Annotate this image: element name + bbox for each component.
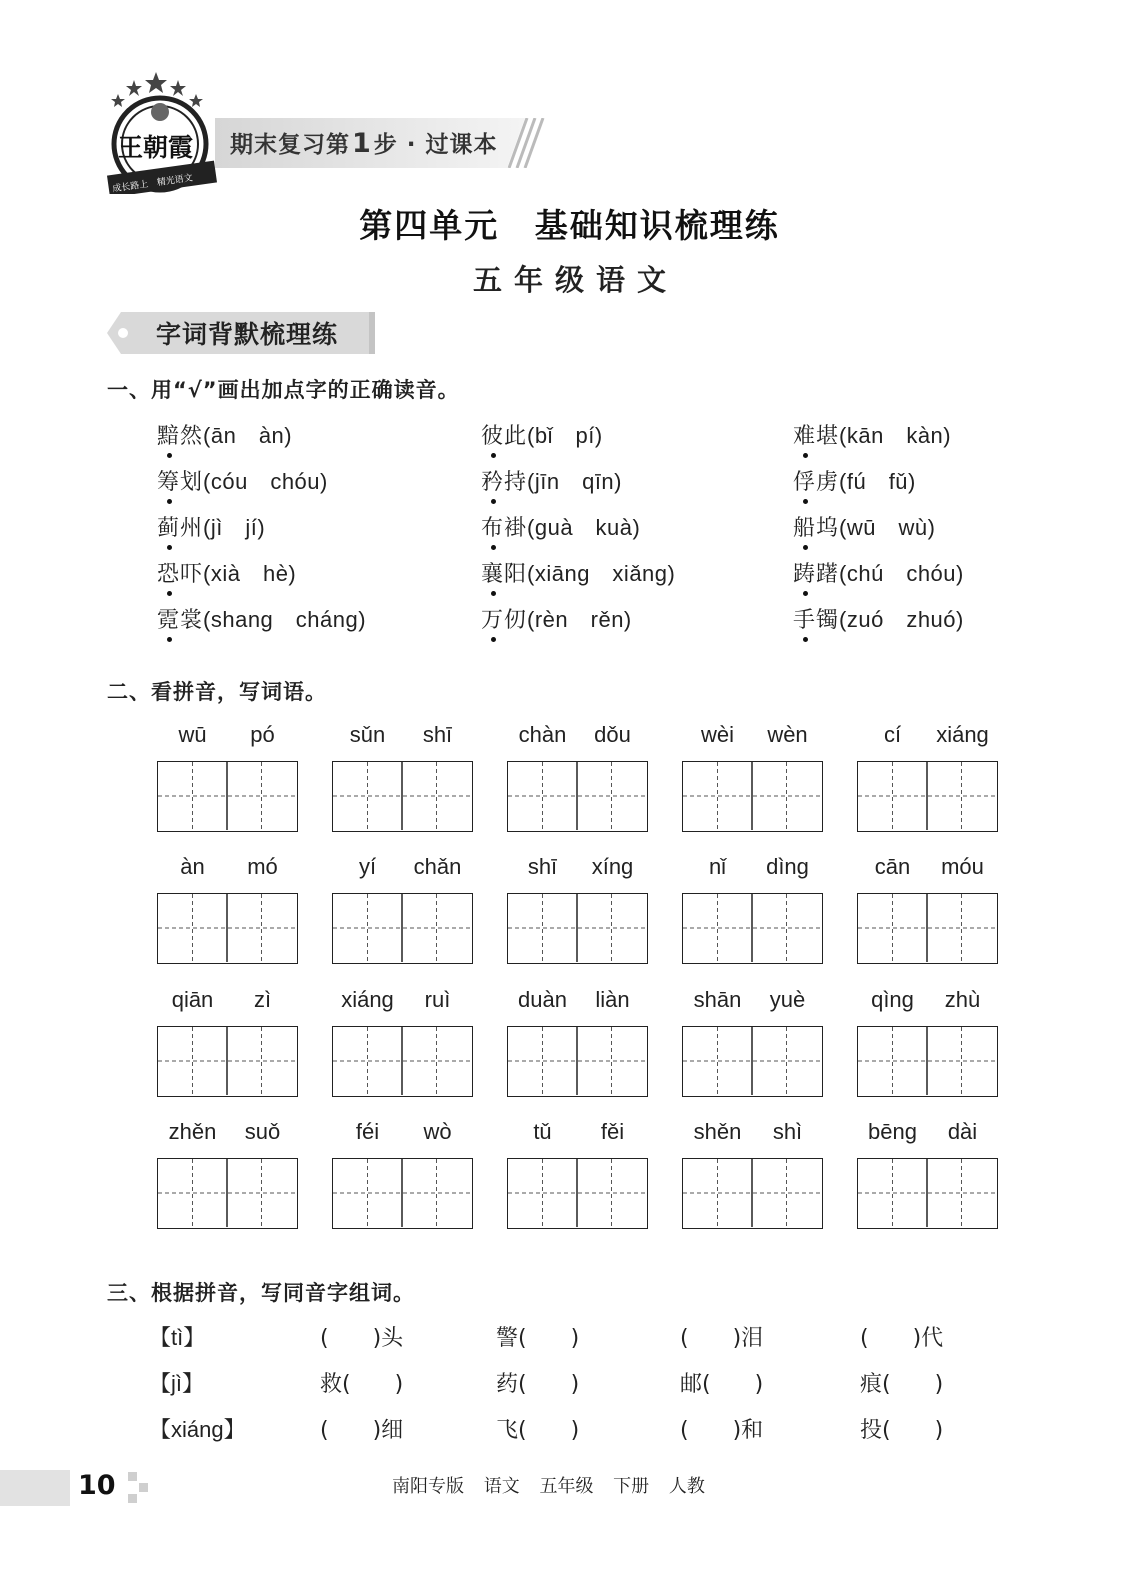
reading-options[interactable]: (bǐ pí) (527, 423, 603, 448)
question-1-title: 一、用“√”画出加点字的正确读音。 (107, 378, 460, 402)
page-title: 第四单元 基础知识梳理练 (359, 206, 780, 245)
reading-options[interactable]: (jīn qīn) (527, 469, 622, 494)
homophone-row-label (149, 1413, 246, 1444)
pinyin-syllable: dìng (766, 854, 809, 879)
homophone-pinyin: 【jì】 (149, 1371, 205, 1396)
pinyin-syllable: qiān (171, 987, 214, 1012)
reading-options[interactable]: (xià hè) (203, 561, 297, 586)
emphasis-dot (157, 542, 183, 554)
homophone-blank[interactable]: 痕( ) (860, 1372, 944, 1397)
homophone-blank[interactable]: 邮( ) (680, 1372, 764, 1397)
pinyin-syllable: liàn (595, 987, 630, 1012)
writing-grid[interactable] (682, 1158, 823, 1229)
reading-options[interactable]: (cóu chóu) (203, 469, 328, 494)
pinyin-syllable: nǐ (708, 854, 727, 879)
homophone-blank[interactable]: ( )代 (860, 1326, 944, 1351)
logo-name: 王朝霞 (118, 133, 194, 162)
grid-lines (333, 1027, 471, 1095)
pinyin-syllable: cí (883, 722, 902, 747)
grid-lines (858, 1159, 996, 1227)
pinyin-syllable: qìng (871, 987, 914, 1012)
step-number: 1 (352, 128, 372, 159)
reading-item (481, 465, 622, 496)
reading-item (481, 603, 632, 634)
writing-grid[interactable] (157, 893, 298, 964)
homophone-pinyin: 【tì】 (149, 1325, 206, 1350)
pinyin-syllable: zhù (944, 987, 981, 1012)
pinyin-syllable: zhěn (168, 1119, 217, 1144)
section-tag: 字词背默梳理练 (156, 320, 339, 349)
homophone-blank[interactable]: 投( ) (860, 1418, 944, 1443)
homophone-blank[interactable]: ( )细 (320, 1418, 404, 1443)
step-prefix: 期末复习第 (230, 132, 350, 158)
pinyin-syllable: pó (250, 722, 275, 747)
reading-item (793, 465, 916, 496)
homophone-blank[interactable]: 救( ) (320, 1372, 404, 1397)
pinyin-syllable: duàn (518, 987, 567, 1012)
homophone-row-label (149, 1367, 204, 1398)
emphasis-dot (481, 588, 507, 600)
pinyin-syllable: dǒu (594, 722, 631, 747)
pinyin-syllable: zì (253, 987, 272, 1012)
grid-lines (508, 762, 646, 830)
reading-word: 彼此 (481, 419, 527, 450)
grid-lines (858, 1027, 996, 1095)
writing-grid[interactable] (157, 1158, 298, 1229)
reading-options[interactable]: (fú fǔ) (839, 469, 916, 494)
grid-lines (333, 894, 471, 962)
reading-item (157, 465, 328, 496)
pinyin-syllable: wèn (767, 722, 808, 747)
grid-lines (158, 1027, 296, 1095)
pinyin-syllable: yuè (769, 987, 806, 1012)
pinyin-syllable: mó (247, 854, 278, 879)
pinyin-syllable: dài (947, 1119, 978, 1144)
emphasis-dot (481, 542, 507, 554)
emphasis-dot (481, 634, 507, 646)
writing-grid[interactable] (507, 893, 648, 964)
writing-grid[interactable] (507, 761, 648, 832)
pinyin-syllable: bēng (868, 1119, 917, 1144)
pinyin-syllable: wū (178, 722, 207, 747)
writing-grid[interactable] (507, 1026, 648, 1097)
writing-grid[interactable] (157, 1026, 298, 1097)
pinyin-syllable: cān (874, 854, 911, 879)
writing-grid[interactable] (682, 1026, 823, 1097)
reading-word: 矜持 (481, 465, 527, 496)
grid-lines (333, 1159, 471, 1227)
reading-word: 恐吓 (157, 557, 203, 588)
question-2-title: 二、看拼音，写词语。 (107, 680, 327, 704)
reading-options[interactable]: (zuó zhuó) (839, 607, 964, 632)
emphasis-dot (157, 588, 183, 600)
reading-word: 霓裳 (157, 603, 203, 634)
reading-options[interactable]: (guà kuà) (527, 515, 641, 540)
grid-lines (858, 762, 996, 830)
reading-word: 踌躇 (793, 557, 839, 588)
emphasis-dot (157, 496, 183, 508)
reading-options[interactable]: (rèn rěn) (527, 607, 632, 632)
grid-lines (158, 894, 296, 962)
reading-item (481, 557, 675, 588)
emphasis-dot (481, 450, 507, 462)
reading-word: 襄阳 (481, 557, 527, 588)
emphasis-dot (793, 634, 819, 646)
emphasis-dot (157, 450, 183, 462)
homophone-blank[interactable]: 警( ) (496, 1326, 580, 1351)
pinyin-syllable: xiáng (341, 987, 394, 1012)
reading-options[interactable]: (chú chóu) (839, 561, 964, 586)
reading-word: 黯然 (157, 419, 203, 450)
reading-options[interactable]: (shang cháng) (203, 607, 367, 632)
reading-word: 布褂 (481, 511, 527, 542)
logo-motto-right: 精光语文 (156, 173, 194, 189)
reading-options[interactable]: (kān kàn) (839, 423, 952, 448)
homophone-blank[interactable]: 药( ) (496, 1372, 580, 1397)
pinyin-syllable: féi (355, 1119, 380, 1144)
homophone-blank[interactable]: 飞( ) (496, 1418, 580, 1443)
writing-grid[interactable] (332, 1158, 473, 1229)
page-number: 10 (78, 1470, 116, 1501)
page-subtitle: 五年级语文 (472, 263, 678, 297)
pinyin-syllable: móu (941, 854, 984, 879)
reading-item (157, 557, 296, 588)
emphasis-dot (793, 450, 819, 462)
emphasis-dot (481, 496, 507, 508)
grid-lines (683, 1159, 821, 1227)
pinyin-syllable: shī (527, 854, 558, 879)
pinyin-syllable: tǔ (533, 1119, 552, 1144)
grid-lines (508, 894, 646, 962)
reading-word: 难堪 (793, 419, 839, 450)
reading-word: 俘虏 (793, 465, 839, 496)
step-label (230, 126, 498, 159)
emphasis-dot (793, 588, 819, 600)
writing-grid[interactable] (682, 761, 823, 832)
pinyin-syllable: wèi (700, 722, 734, 747)
reading-options[interactable]: (xiāng xiǎng) (527, 561, 676, 586)
writing-grid[interactable] (332, 761, 473, 832)
pinyin-syllable: yí (358, 854, 377, 879)
reading-item (157, 419, 292, 450)
pinyin-syllable: àn (180, 854, 205, 879)
writing-grid[interactable] (332, 1026, 473, 1097)
pinyin-syllable: shī (422, 722, 453, 747)
grid-lines (158, 1159, 296, 1227)
homophone-pinyin: 【xiáng】 (149, 1417, 246, 1442)
pinyin-syllable: fěi (600, 1119, 625, 1144)
reading-item (157, 603, 366, 634)
reading-options[interactable]: (ān àn) (203, 423, 293, 448)
pinyin-syllable: shān (693, 987, 742, 1012)
homophone-blank[interactable]: ( )头 (320, 1326, 404, 1351)
reading-item (481, 419, 603, 450)
step-suffix: 步 · 过课本 (373, 132, 498, 158)
writing-grid[interactable] (157, 761, 298, 832)
reading-word: 船坞 (793, 511, 839, 542)
footer-info: 南阳专版 语文 五年级 下册 人教 (392, 1476, 705, 1497)
grid-lines (508, 1027, 646, 1095)
emphasis-dot (793, 496, 819, 508)
reading-item (157, 511, 265, 542)
grid-lines (158, 762, 296, 830)
reading-word: 筹划 (157, 465, 203, 496)
grid-lines (508, 1159, 646, 1227)
writing-grid[interactable] (332, 893, 473, 964)
writing-grid[interactable] (857, 1026, 998, 1097)
writing-grid[interactable] (857, 1158, 998, 1229)
grid-lines (683, 894, 821, 962)
pinyin-syllable: chàn (518, 722, 567, 747)
pinyin-syllable: shì (772, 1119, 803, 1144)
footer-band (0, 1470, 150, 1506)
pinyin-syllable: suǒ (244, 1119, 281, 1144)
emphasis-dot (157, 634, 183, 646)
writing-grid[interactable] (507, 1158, 648, 1229)
reading-item (793, 603, 964, 634)
grid-lines (333, 762, 471, 830)
reading-item (793, 419, 951, 450)
pinyin-syllable: ruì (424, 987, 451, 1012)
pinyin-syllable: chǎn (413, 854, 462, 879)
writing-grid[interactable] (857, 893, 998, 964)
pinyin-syllable: xíng (591, 854, 634, 879)
grid-lines (683, 762, 821, 830)
homophone-row-label (149, 1321, 205, 1352)
writing-grid[interactable] (857, 761, 998, 832)
pinyin-syllable: wò (423, 1119, 452, 1144)
grid-lines (683, 1027, 821, 1095)
pinyin-syllable: xiáng (936, 722, 989, 747)
reading-item (793, 557, 964, 588)
reading-word: 万仞 (481, 603, 527, 634)
reading-options[interactable]: (jì jí) (203, 515, 266, 540)
reading-item (481, 511, 640, 542)
question-3-title: 三、根据拼音，写同音字组词。 (107, 1281, 415, 1305)
homophone-blank[interactable]: ( )泪 (680, 1326, 764, 1351)
reading-word: 手镯 (793, 603, 839, 634)
logo-motto-left: 成长路上 (111, 179, 149, 195)
reading-item (793, 511, 935, 542)
reading-word: 蓟州 (157, 511, 203, 542)
pinyin-syllable: shěn (693, 1119, 742, 1144)
pinyin-syllable: sǔn (349, 722, 386, 747)
homophone-blank[interactable]: ( )和 (680, 1418, 764, 1443)
reading-options[interactable]: (wū wù) (839, 515, 936, 540)
emphasis-dot (793, 542, 819, 554)
writing-grid[interactable] (682, 893, 823, 964)
grid-lines (858, 894, 996, 962)
